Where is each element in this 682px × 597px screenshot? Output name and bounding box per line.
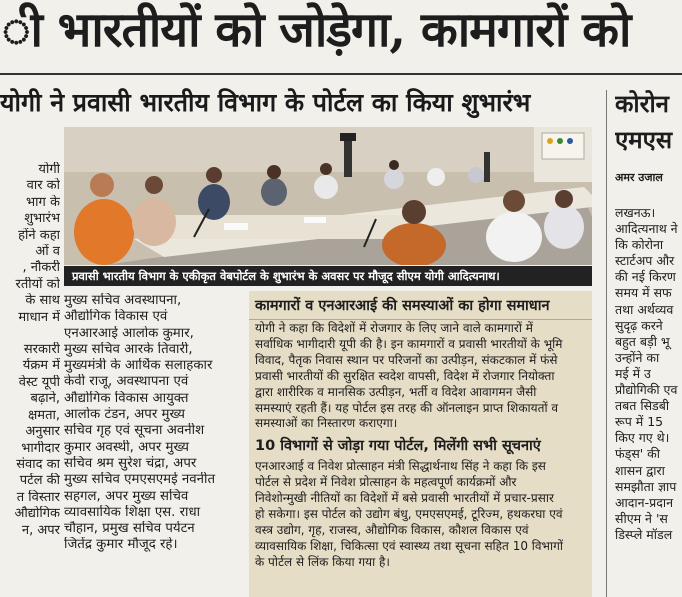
meeting-photo-illustration xyxy=(64,127,592,265)
text-line: चौहान, प्रमुख सचिव पर्यटन xyxy=(64,521,195,537)
text-line: रतीयों को xyxy=(15,276,60,292)
text-line: सर्वाधिक भागीदारी यूपी की है। इन कामगारों व प्रवासी भारतीयों के भूमि xyxy=(255,336,563,351)
paragraph-gap xyxy=(0,326,60,342)
text-line: द्वारा शारीरिक व मानसिक उत्पीड़न, भर्ती व विदेश आवागमन जैसी xyxy=(255,384,537,399)
text-line: पोर्टल से प्रदेश में निवेश प्रोत्साहन के महत्वपूर्ण कार्यक्रमों और xyxy=(255,475,517,490)
text-line: जितेंद्र कुमार मौजूद रहे। xyxy=(64,537,178,553)
text-line: योगी xyxy=(38,162,60,177)
headline: ी भारतीयों को जोड़ेगा, कामगारों को xyxy=(2,2,631,58)
text-line: वस्त्र उद्योग, गृह, राजस्व, औद्योगिक विकास, कौशल विकास एवं xyxy=(255,522,529,537)
text-line: ओं व xyxy=(35,244,60,260)
text-line: सहगल, अपर मुख्य सचिव xyxy=(64,488,189,504)
text-line: वार को xyxy=(26,178,60,194)
meeting-photo xyxy=(64,127,592,265)
text-line: सुदृढ़ करने xyxy=(615,317,663,333)
text-line: क्षमता, xyxy=(27,407,60,423)
left-column-text xyxy=(0,148,60,597)
text-line: तथा अर्थव्यव xyxy=(615,301,674,317)
text-line: समझौता ज्ञाप xyxy=(615,478,677,494)
text-line: निवेशोन्मुखी नीतियों का विदेशों में बसे प्रवासी भारतीयों में प्रचार-प्रसार xyxy=(255,491,554,506)
text-line: न, अपर xyxy=(21,522,60,538)
highlight-box xyxy=(249,291,592,597)
text-line: आलोक टंडन, अपर मुख्य xyxy=(64,407,185,423)
text-line: समस्याएं रहती हैं। यह पोर्टल इस तरह की ऑनलाइन प्राप्त शिकायतों व xyxy=(255,400,559,415)
text-line: मुख्य सचिव एमएसएमई नवनीत xyxy=(64,472,216,488)
right-story-byline: अमर उजाल xyxy=(615,171,663,184)
text-line: मुख्य सचिव आरके तिवारी, xyxy=(64,341,193,357)
text-line: फंड्स' की xyxy=(615,446,661,462)
text-line: बहुत बड़ी भू xyxy=(615,333,670,349)
text-line: लखनऊ। xyxy=(615,205,656,220)
text-line: की नई किरण xyxy=(615,269,676,285)
text-line: , नौकरी xyxy=(22,260,60,276)
box-heading-problems: कामगारों व एनआरआई की समस्याओं का होगा समाधान xyxy=(249,291,592,320)
photo-caption: प्रवासी भारतीय विभाग के एकीकृत वेबपोर्टल के शुभारंभ के अवसर पर मौजूद सीएम योगी आदित्यनाथ। xyxy=(64,266,592,286)
text-line: प्रौद्योगिकी एव xyxy=(615,382,678,398)
text-line: पर्टल की xyxy=(19,473,60,489)
text-line: सीएम ने 'स xyxy=(615,510,668,526)
text-line: कुमार अवस्थी, अपर मुख्य xyxy=(64,439,189,455)
text-line: रूप में 15 xyxy=(615,414,664,430)
text-line: विवाद, पैतृक निवास स्थान पर परिजनों का उत्पीड़न, संकटकाल में फंसे xyxy=(255,352,558,367)
text-line: औद्योगिक विकास एवं xyxy=(64,309,168,325)
text-line: योगी ने कहा कि विदेशों में रोजगार के लिए जाने वाले कामगारों में xyxy=(255,321,533,335)
text-line: स्टार्टअप और xyxy=(615,253,675,269)
text-line: र्यक्रम में xyxy=(22,358,60,374)
text-line: एनआरआई व निवेश प्रोत्साहन मंत्री सिद्धार्थनाथ सिंह ने कहा कि इस xyxy=(255,459,546,474)
text-line: होंने कहा xyxy=(18,227,60,243)
subheadline: योगी ने प्रवासी भारतीय विभाग के पोर्टल का किया शुभारंभ xyxy=(0,88,531,117)
text-line: अनुसार xyxy=(25,424,60,440)
text-line: मुख्यमंत्री के आर्थिक सलाहकार xyxy=(64,358,213,374)
middle-column-text xyxy=(64,293,245,593)
column-divider xyxy=(606,90,607,597)
text-line: माधान में xyxy=(18,309,60,325)
text-line: व्यावसायिक शिक्षा एस. राधा xyxy=(64,504,201,520)
text-line: वेस्ट यूपी xyxy=(18,374,60,390)
text-line: के पोर्टल से लिंक किया गया है। xyxy=(255,554,390,569)
text-line: तबत सिडबी xyxy=(615,398,670,414)
box-paragraph-departments xyxy=(249,458,592,570)
text-line: कि कोरोना xyxy=(615,237,664,253)
text-line: व्यावसायिक शिक्षा, चिकित्सा एवं स्वास्थ्य तथा सूचना सहित 10 विभागों xyxy=(255,538,563,553)
text-line: सरकारी xyxy=(23,342,60,358)
text-line: सचिव गृह एवं सूचना अवनीश xyxy=(64,423,205,439)
text-line: औद्योगिक xyxy=(14,506,60,522)
right-headline-line: कोरोन xyxy=(615,90,669,118)
text-line: किए गए थे। xyxy=(615,430,670,446)
right-story-headline xyxy=(615,86,682,166)
text-line: मई में उ xyxy=(615,365,651,381)
text-line: उन्होंने का xyxy=(615,349,660,365)
text-line: त विस्तार xyxy=(16,489,60,505)
right-column-text xyxy=(615,205,682,597)
right-headline-line: एमएस xyxy=(615,126,673,154)
text-line: हो सकेगा। इस पोर्टल को उद्योग बंधु, एमएसएमई, टूरिज्म, हथकरघा एवं xyxy=(255,507,563,522)
text-line: समस्याओं का निस्तारण कराएगा। xyxy=(255,416,398,431)
text-line: भाग के xyxy=(26,194,60,210)
text-line: के साथ xyxy=(25,293,60,309)
box-paragraph-problems xyxy=(249,320,592,432)
text-line: सचिव श्रम सुरेश चंद्रा, अपर xyxy=(64,455,197,471)
text-line: शुभारंभ xyxy=(24,211,60,227)
text-line: समय में सफ xyxy=(615,285,672,301)
text-line: शासन द्वारा xyxy=(615,462,665,478)
text-line: मुख्य सचिव अवस्थापना, xyxy=(64,293,182,308)
text-line: भागीदार xyxy=(21,440,60,456)
box-heading-departments: 10 विभागों से जोड़ा गया पोर्टल, मिलेंगी सभी सूचनाएं xyxy=(255,438,541,455)
text-line: आदान-प्रदान xyxy=(615,494,674,510)
text-line: प्रवासी भारतीयों की सुरक्षित स्वदेश वापसी, विदेश में रोजगार नियोक्ता xyxy=(255,368,555,383)
text-line: डिस्प्ले मॉडल xyxy=(615,526,673,542)
text-line: बढ़ाने, xyxy=(30,391,60,407)
text-line: औद्योगिक विकास आयुक्त xyxy=(64,390,189,406)
text-line: संवाद का xyxy=(16,456,60,472)
top-rule xyxy=(0,73,682,75)
text-line: केवी राजू, अवस्थापना एवं xyxy=(64,374,189,390)
text-line: आदित्यनाथ ने xyxy=(615,221,678,237)
text-line: एनआरआई आलोक कुमार, xyxy=(64,325,194,341)
